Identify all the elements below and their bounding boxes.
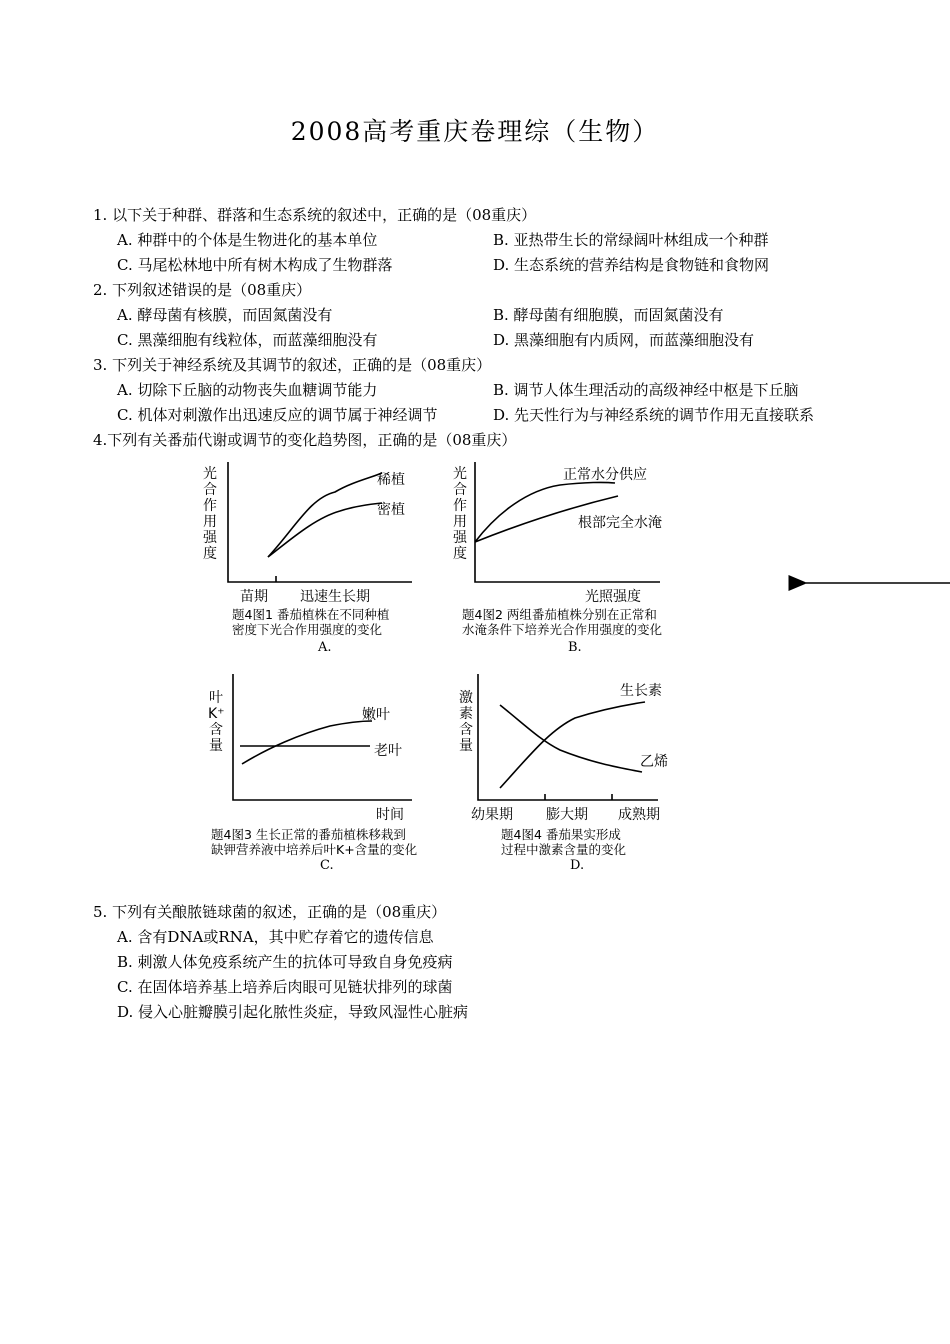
- figure-b-ylabel: 光合作用强度: [453, 466, 467, 562]
- figure-d-letter: D.: [570, 858, 585, 873]
- figure-c-series-old-label: 老叶: [374, 743, 402, 759]
- question-2-option-a: A. 酵母菌有核膜，而固氮菌没有: [117, 306, 333, 324]
- figure-c-curve-young: [242, 721, 372, 764]
- question-5-option-a: A. 含有DNA或RNA，其中贮存着它的遗传信息: [117, 928, 434, 946]
- figure-d-series-auxin-label: 生长素: [620, 683, 662, 699]
- figure-b-letter: B.: [568, 640, 582, 655]
- question-1-option-b: B. 亚热带生长的常绿阔叶林组成一个种群: [493, 231, 769, 249]
- figure-a-xtick-1: 苗期: [240, 589, 268, 605]
- figure-b-xlabel: 光照强度: [585, 589, 641, 605]
- question-4-stem: 4.下列有关番茄代谢或调节的变化趋势图，正确的是（08重庆）: [93, 431, 517, 449]
- figure-b-caption-line-2: 水淹条件下培养光合作用强度的变化: [462, 622, 663, 637]
- question-1-option-c: C. 马尾松林地中所有树木构成了生物群落: [117, 256, 393, 274]
- figure-a-series-dense-label: 密植: [377, 502, 405, 518]
- question-1-option-a: A. 种群中的个体是生物进化的基本单位: [117, 231, 378, 249]
- question-3-stem: 3. 下列关于神经系统及其调节的叙述，正确的是（08重庆）: [93, 356, 492, 374]
- question-2-stem: 2. 下列叙述错误的是（08重庆）: [93, 281, 312, 299]
- figure-a-letter: A.: [318, 640, 332, 655]
- page-title: 2008高考重庆卷理综（生物）: [290, 117, 660, 146]
- figure-a-caption-line-1: 题4图1 番茄植株在不同种植: [232, 607, 390, 622]
- question-5-stem: 5. 下列有关酿脓链球菌的叙述，正确的是（08重庆）: [93, 903, 447, 921]
- figure-d-ylabel: 激素含量: [459, 690, 473, 754]
- question-3-option-d: D. 先天性行为与神经系统的调节作用无直接联系: [493, 406, 815, 424]
- question-2-option-d: D. 黑藻细胞有内质网，而蓝藻细胞没有: [493, 331, 755, 349]
- figure-a-series-sparse-label: 稀植: [377, 472, 405, 488]
- figure-b-series-flooded-label: 根部完全水淹: [578, 515, 662, 531]
- figure-b-series-normal-label: 正常水分供应: [563, 467, 647, 483]
- figure-a-xtick-2: 迅速生长期: [300, 589, 370, 605]
- question-3-option-c: C. 机体对刺激作出迅速反应的调节属于神经调节: [117, 406, 438, 424]
- question-5-option-b: B. 刺激人体免疫系统产生的抗体可导致自身免疫病: [117, 953, 453, 971]
- figure-d-xtick-2: 膨大期: [546, 807, 588, 823]
- figure-c-xlabel: 时间: [376, 807, 404, 823]
- figure-c-ylabel: 叶K⁺含量: [208, 690, 225, 754]
- question-2-option-b: B. 酵母菌有细胞膜，而固氮菌没有: [493, 306, 724, 324]
- figure-c-letter: C.: [320, 858, 334, 873]
- figure-d-xtick-1: 幼果期: [471, 807, 513, 823]
- figure-a-curve-dense: [268, 503, 382, 557]
- figure-d-caption-line-2: 过程中激素含量的变化: [501, 842, 627, 857]
- figure-a-ylabel: 光合作用强度: [203, 466, 217, 562]
- figure-d-caption-line-1: 题4图4 番茄果实形成: [501, 827, 621, 842]
- question-1-option-d: D. 生态系统的营养结构是食物链和食物网: [493, 256, 770, 274]
- figure-c-caption-line-1: 题4图3 生长正常的番茄植株移栽到: [211, 827, 406, 842]
- figure-d-series-ethylene-label: 乙烯: [640, 754, 668, 770]
- figure-c-series-young-label: 嫩叶: [362, 707, 390, 723]
- question-1-stem: 1. 以下关于种群、群落和生态系统的叙述中，正确的是（08重庆）: [93, 206, 537, 224]
- figure-c-caption-line-2: 缺钾营养液中培养后叶K+含量的变化: [211, 842, 418, 857]
- question-3-option-a: A. 切除下丘脑的动物丧失血糖调节能力: [117, 381, 378, 399]
- figure-c-axes: [233, 674, 412, 800]
- question-5-option-d: D. 侵入心脏瓣膜引起化脓性炎症，导致风湿性心脏病: [117, 1003, 469, 1021]
- question-5-option-c: C. 在固体培养基上培养后肉眼可见链状排列的球菌: [117, 978, 453, 996]
- figure-a-caption-line-2: 密度下光合作用强度的变化: [232, 622, 383, 637]
- question-2-option-c: C. 黑藻细胞有线粒体，而蓝藻细胞没有: [117, 331, 378, 349]
- figure-d-xtick-3: 成熟期: [618, 807, 660, 823]
- figure-b-caption-line-1: 题4图2 两组番茄植株分别在正常和: [462, 607, 657, 622]
- figure-d-curve-ethylene: [500, 705, 642, 772]
- question-3-option-b: B. 调节人体生理活动的高级神经中枢是下丘脑: [493, 381, 799, 399]
- figure-d-curve-auxin: [500, 702, 645, 788]
